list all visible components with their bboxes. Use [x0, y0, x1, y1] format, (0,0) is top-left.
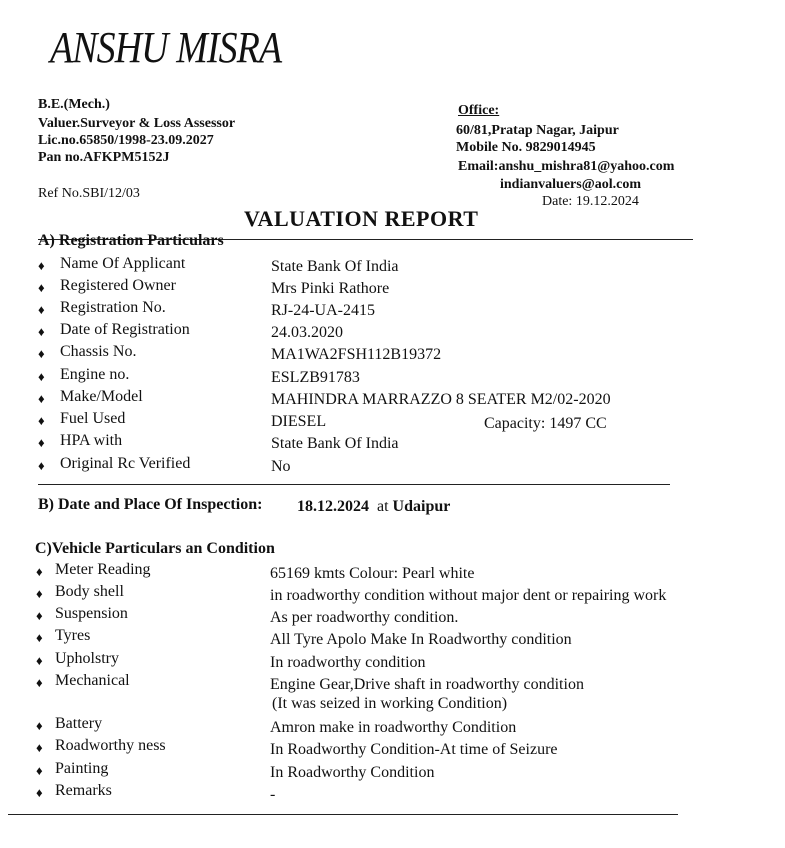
field-label: Fuel Used — [60, 410, 126, 427]
designation: Valuer.Surveyor & Loss Assessor — [38, 116, 236, 131]
office-email: Email:anshu_mishra81@yahoo.com — [458, 159, 675, 174]
field-value: State Bank Of India — [271, 258, 399, 275]
bullet-icon: ♦ — [36, 740, 43, 755]
field-value: ESLZB91783 — [271, 369, 360, 386]
field-value: No — [271, 458, 291, 475]
bullet-icon: ♦ — [36, 653, 43, 668]
field-value: State Bank Of India — [271, 435, 399, 452]
condition-label: Roadworthy ness — [55, 737, 166, 754]
inspection-date: 18.12.2024 at Udaipur — [297, 498, 451, 515]
office-email-2: indianvaluers@aol.com — [500, 177, 641, 192]
bullet-icon: ♦ — [36, 718, 43, 733]
office-label: Office: — [458, 103, 500, 118]
field-label: Registration No. — [60, 299, 166, 316]
field-value: MAHINDRA MARRAZZO 8 SEATER M2/02-2020 — [271, 391, 611, 408]
section-c-heading: C)Vehicle Particulars an Condition — [35, 540, 275, 557]
bullet-icon: ♦ — [38, 369, 45, 384]
pan-number: Pan no.AFKPM5152J — [38, 150, 170, 165]
condition-label: Battery — [55, 715, 103, 732]
field-value: 24.03.2020 — [271, 324, 343, 341]
report-date: Date: 19.12.2024 — [542, 194, 639, 209]
field-value: RJ-24-UA-2415 — [271, 302, 375, 319]
bullet-icon: ♦ — [38, 458, 45, 473]
qualification: B.E.(Mech.) — [38, 97, 110, 112]
condition-label: Body shell — [55, 583, 124, 600]
field-value: Mrs Pinki Rathore — [271, 280, 390, 297]
condition-value: - — [270, 786, 276, 803]
bullet-icon: ♦ — [38, 413, 45, 428]
condition-label: Painting — [55, 760, 109, 777]
bullet-icon: ♦ — [36, 630, 43, 645]
bullet-icon: ♦ — [36, 675, 43, 690]
report-title: VALUATION REPORT — [244, 206, 479, 231]
section-a-heading: A) Registration Particulars — [38, 232, 224, 249]
field-label: Engine no. — [60, 366, 130, 383]
condition-label: Upholstry — [55, 650, 119, 667]
bullet-icon: ♦ — [38, 258, 45, 273]
letterhead-name: ANSHU MISRA — [50, 23, 282, 72]
condition-value: 65169 kmts Colour: Pearl white — [270, 565, 475, 582]
condition-label: Meter Reading — [55, 561, 151, 578]
condition-value: In Roadworthy Condition-At time of Seizure — [270, 741, 558, 758]
field-label: HPA with — [60, 432, 123, 449]
condition-value: In roadworthy condition — [270, 654, 426, 671]
bullet-icon: ♦ — [38, 435, 45, 450]
bullet-icon: ♦ — [36, 785, 43, 800]
condition-label: Suspension — [55, 605, 128, 622]
bullet-icon: ♦ — [36, 564, 43, 579]
condition-value: Engine Gear,Drive shaft in roadworthy condition — [270, 676, 584, 693]
condition-value: Amron make in roadworthy Condition — [270, 719, 517, 736]
inspection-label: B) Date and Place Of Inspection: — [38, 496, 263, 513]
field-label: Registered Owner — [60, 277, 176, 294]
bullet-icon: ♦ — [36, 586, 43, 601]
field-label: Name Of Applicant — [60, 255, 186, 272]
bullet-icon: ♦ — [38, 302, 45, 317]
reference-number: Ref No.SBI/12/03 — [38, 186, 140, 201]
field-value: MA1WA2FSH112B19372 — [271, 346, 442, 363]
field-label: Make/Model — [60, 388, 143, 405]
condition-label: Tyres — [55, 627, 91, 644]
bullet-icon: ♦ — [38, 346, 45, 361]
bullet-icon: ♦ — [38, 280, 45, 295]
bullet-icon: ♦ — [38, 391, 45, 406]
section-a-divider — [38, 484, 670, 485]
field-extra: Capacity: 1497 CC — [484, 415, 607, 432]
license-number: Lic.no.65850/1998-23.09.2027 — [38, 133, 214, 148]
condition-value: As per roadworthy condition. — [270, 609, 459, 626]
condition-value: All Tyre Apolo Make In Roadworthy condition — [270, 631, 572, 648]
field-value: DIESEL — [271, 413, 327, 430]
condition-label: Remarks — [55, 782, 112, 799]
field-label: Chassis No. — [60, 343, 137, 360]
bullet-icon: ♦ — [38, 324, 45, 339]
field-label: Date of Registration — [60, 321, 190, 338]
bullet-icon: ♦ — [36, 608, 43, 623]
office-address: 60/81,Pratap Nagar, Jaipur — [456, 123, 619, 138]
bullet-icon: ♦ — [36, 763, 43, 778]
section-c-divider — [8, 814, 678, 815]
condition-value: In Roadworthy Condition — [270, 764, 435, 781]
office-mobile: Mobile No. 9829014945 — [456, 140, 596, 155]
condition-value: in roadworthy condition without major dent or repairing work — [270, 587, 667, 604]
field-label: Original Rc Verified — [60, 455, 191, 472]
condition-label: Mechanical — [55, 672, 130, 689]
condition-value-2: (It was seized in working Condition) — [272, 695, 508, 712]
